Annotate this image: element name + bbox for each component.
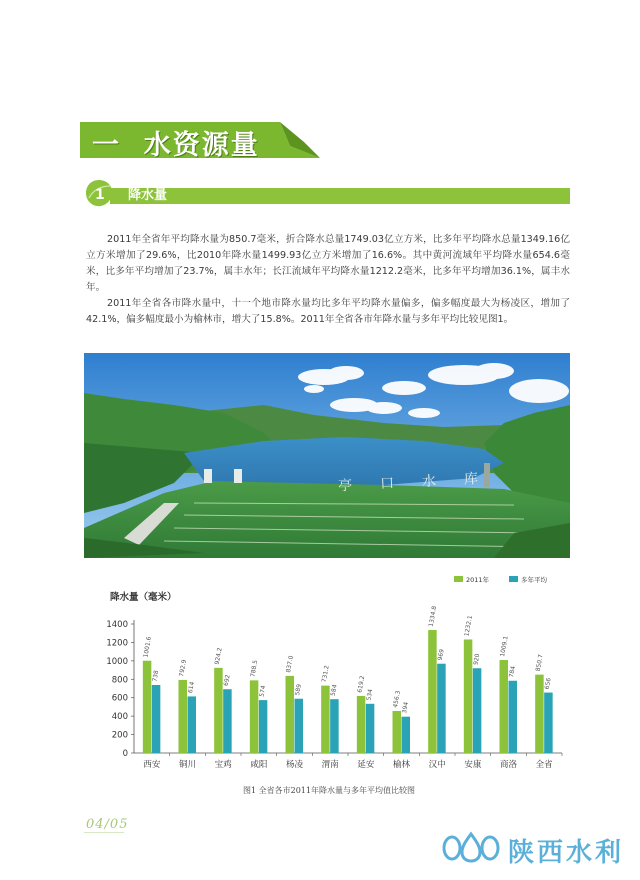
body-text xyxy=(86,232,570,328)
legend-label: 多年平均 xyxy=(521,576,547,584)
bar-data-label: 738 xyxy=(151,669,161,683)
bar-data-label: 1232.1 xyxy=(463,614,474,637)
x-category-label: 杨凌 xyxy=(285,760,304,770)
y-tick-label: 0 xyxy=(122,749,128,759)
legend-swatch xyxy=(454,576,463,582)
bar xyxy=(437,664,446,753)
bar-data-label: 920 xyxy=(472,653,482,666)
bar xyxy=(330,699,339,753)
bar-data-label: 792.9 xyxy=(178,659,188,678)
footer-divider xyxy=(84,832,124,833)
bar xyxy=(464,639,473,753)
subsection-bar xyxy=(110,188,570,204)
bar xyxy=(500,660,509,753)
legend-label: 2011年 xyxy=(466,576,490,584)
bar xyxy=(295,699,304,753)
x-category-label: 西安 xyxy=(143,760,161,770)
y-tick-label: 1200 xyxy=(106,638,128,649)
subsection-title: 降水量 xyxy=(128,188,168,203)
chart-legend xyxy=(454,575,548,584)
x-category-label: 安康 xyxy=(464,760,482,770)
bar-data-label: 394 xyxy=(401,701,410,715)
subsection-number: 1 xyxy=(95,187,105,203)
paragraph-2: 2011年全省各市降水量中，十一个地市降水量均比多年平均降水量偏多，偏多幅度最大为杨凌区，增加了42.1%，偏多幅度最小为榆林市，增大了15.8%。2011年全省各市年降水量与多年平均比较见图1。 xyxy=(86,298,570,325)
x-axis xyxy=(143,753,562,770)
bar-data-label: 837.0 xyxy=(285,655,295,674)
bar xyxy=(473,668,482,753)
x-category-label: 延安 xyxy=(357,760,375,770)
bar xyxy=(535,675,544,753)
bar-data-label: 731.2 xyxy=(320,664,331,683)
bar xyxy=(188,696,197,753)
bar xyxy=(143,661,152,753)
bar xyxy=(250,680,258,753)
x-category-label: 宝鸡 xyxy=(214,760,232,770)
subsection-number-badge xyxy=(84,178,114,208)
bar xyxy=(402,717,411,753)
x-category-label: 商洛 xyxy=(499,760,518,770)
x-category-label: 渭南 xyxy=(321,760,339,770)
bar xyxy=(544,693,553,753)
x-category-label: 全省 xyxy=(535,760,553,770)
bar xyxy=(214,668,223,753)
legend-swatch xyxy=(509,576,518,582)
x-category-label: 铜川 xyxy=(178,760,197,770)
bar xyxy=(286,676,295,753)
bar-data-label: 614 xyxy=(187,681,196,694)
x-category-label: 汉中 xyxy=(428,760,446,770)
bar-data-label: 969 xyxy=(436,648,446,662)
chart-caption: 图1 全省各市2011年降水量与多年平均值比较图 xyxy=(243,786,415,795)
section-title: 一 水资源量 xyxy=(92,130,260,161)
bar-data-label: 924.2 xyxy=(213,647,224,666)
y-tick-label: 400 xyxy=(111,712,128,723)
bar xyxy=(428,630,437,753)
bar-data-label: 784 xyxy=(508,665,517,679)
bar-data-label: 574 xyxy=(258,684,268,698)
bar xyxy=(321,686,330,753)
bar xyxy=(179,680,188,753)
bar-series xyxy=(142,605,552,753)
y-axis-label: 降水量（毫米） xyxy=(110,592,177,603)
chart-canvas xyxy=(84,568,574,783)
bar xyxy=(393,711,402,753)
bar-data-label: 656 xyxy=(543,677,553,690)
bar xyxy=(152,685,161,753)
y-tick-label: 800 xyxy=(111,675,128,686)
x-category-label: 咸阳 xyxy=(250,760,268,770)
bar-data-label: 534 xyxy=(365,688,375,702)
x-category-label: 榆林 xyxy=(392,760,411,770)
bar-data-label: 692 xyxy=(222,674,232,687)
y-tick-label: 200 xyxy=(111,730,128,741)
rainfall-chart xyxy=(84,568,574,798)
photo-caption-label: 亭口水库 xyxy=(337,469,507,495)
y-tick-label: 1400 xyxy=(106,620,128,630)
bar xyxy=(357,696,366,753)
section-banner xyxy=(80,120,320,160)
bar xyxy=(223,689,232,753)
water-drop-logo-icon xyxy=(440,830,504,864)
brand-name: 陕西水利 xyxy=(508,838,625,868)
bar-data-label: 1009.1 xyxy=(499,635,510,658)
reservoir-photo xyxy=(84,353,570,558)
bar-data-label: 584 xyxy=(329,684,339,697)
bar xyxy=(366,704,375,753)
bar-data-label: 788.5 xyxy=(249,659,260,678)
bar-data-label: 1334.8 xyxy=(427,605,439,628)
y-tick-label: 1000 xyxy=(106,656,128,667)
page-number: 04/05 xyxy=(86,817,129,832)
bar-data-label: 456.3 xyxy=(392,690,402,709)
bar xyxy=(259,700,268,753)
bar xyxy=(509,681,518,753)
bar-data-label: 1001.6 xyxy=(142,636,153,659)
y-tick-label: 600 xyxy=(111,693,128,704)
bar-data-label: 850.7 xyxy=(534,653,545,672)
bar-data-label: 619.2 xyxy=(356,675,367,694)
bar-data-label: 589 xyxy=(294,683,303,697)
paragraph-1: 2011年全省年平均降水量为850.7毫米，折合降水总量1749.03亿立方米，比多年平均降水总量1349.16亿立方米增加了29.6%，比2010年降水量1499.93亿立方米增加了16.6%。其中黄河流域年平均降水量654.6毫米，比多年平均增加了23.7%，属丰水年；长江流域年平均降水量1212.2毫米，比多年平均增加36.1%，属丰水年。 xyxy=(86,234,570,293)
